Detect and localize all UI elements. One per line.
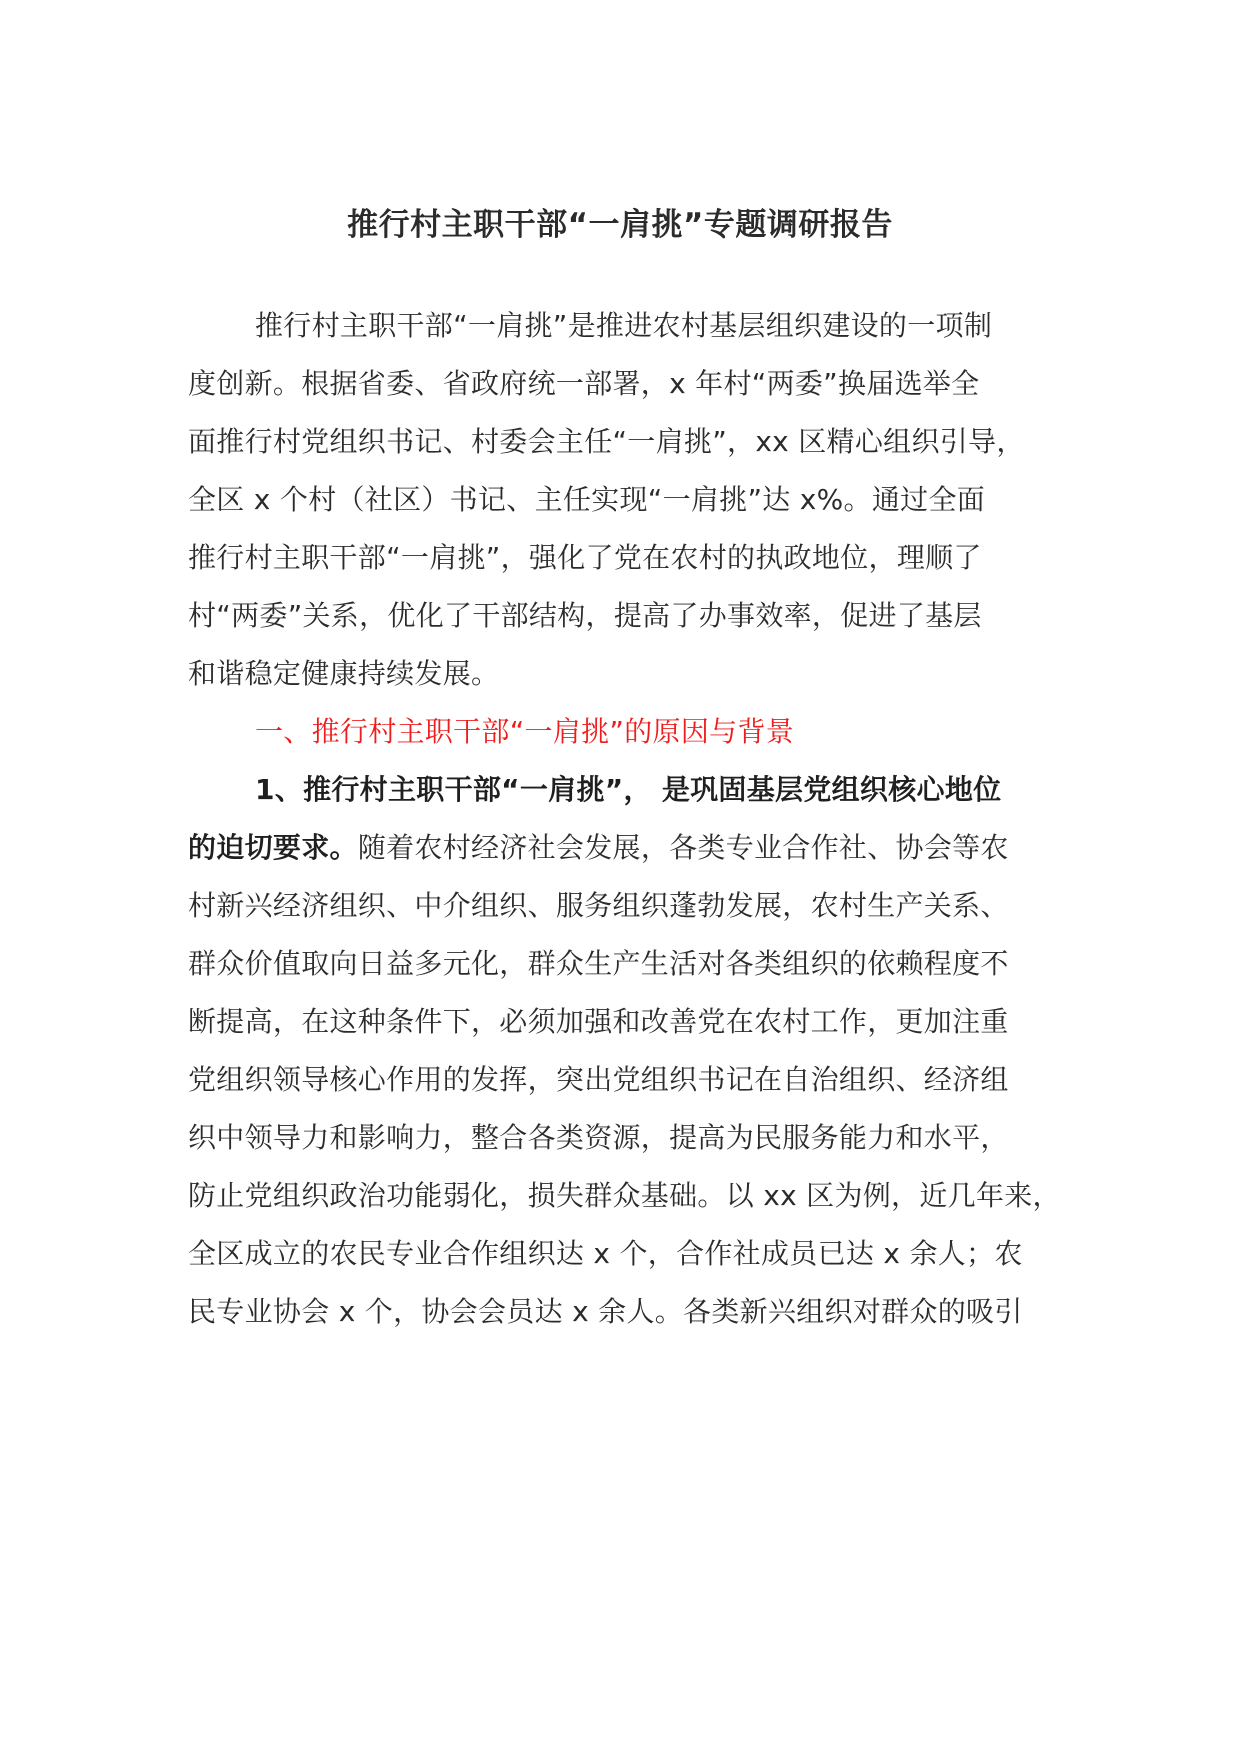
intro-line-7: 和谐稳定健康持续发展。 xyxy=(188,657,500,690)
point1-line9: 全区成立的农民专业合作组织达 x 个，合作社成员已达 x 余人；农 xyxy=(188,1237,1023,1270)
point1-heading-line2: 的迫切要求。 xyxy=(188,831,358,864)
intro-line-2: 度创新。根据省委、省政府统一部署，x 年村“两委”换届选举全 xyxy=(188,367,980,400)
intro-line-4: 全区 x 个村（社区）书记、主任实现“一肩挑”达 x%。通过全面 xyxy=(188,483,986,516)
document-title: 推行村主职干部“一肩挑”专题调研报告 xyxy=(347,207,893,243)
point1-line5: 断提高，在这种条件下，必须加强和改善党在农村工作，更加注重 xyxy=(188,1005,1009,1038)
intro-line-3: 面推行村党组织书记、村委会主任“一肩挑”，xx 区精心组织引导， xyxy=(188,425,1025,458)
point1-line4: 群众价值取向日益多元化，群众生产生活对各类组织的依赖程度不 xyxy=(188,947,1009,980)
intro-line-1: 推行村主职干部“一肩挑”是推进农村基层组织建设的一项制 xyxy=(255,309,993,342)
point1-line3: 村新兴经济组织、中介组织、服务组织蓬勃发展，农村生产关系、 xyxy=(188,889,1009,922)
point1-line8: 防止党组织政治功能弱化，损失群众基础。以 xx 区为例，近几年来， xyxy=(188,1179,1061,1212)
intro-line-6: 村“两委”关系，优化了干部结构，提高了办事效率，促进了基层 xyxy=(188,599,982,632)
point1-line2-text: 随着农村经济社会发展，各类专业合作社、协会等农 xyxy=(357,831,1009,864)
point1-line6: 党组织领导核心作用的发挥，突出党组织书记在自治组织、经济组 xyxy=(188,1063,1009,1096)
point1-line2 xyxy=(188,828,1009,868)
point1-line7: 织中领导力和影响力，整合各类资源，提高为民服务能力和水平， xyxy=(188,1121,1009,1154)
intro-line-5: 推行村主职干部“一肩挑”，强化了党在农村的执政地位，理顺了 xyxy=(188,541,982,574)
point1-heading-line1: 1、推行村主职干部“一肩挑”， 是巩固基层党组织核心地位 xyxy=(255,773,1002,806)
point1-line10: 民专业协会 x 个，协会会员达 x 余人。各类新兴组织对群众的吸引 xyxy=(188,1295,1023,1328)
section-heading: 一、推行村主职干部“一肩挑”的原因与背景 xyxy=(255,715,795,748)
